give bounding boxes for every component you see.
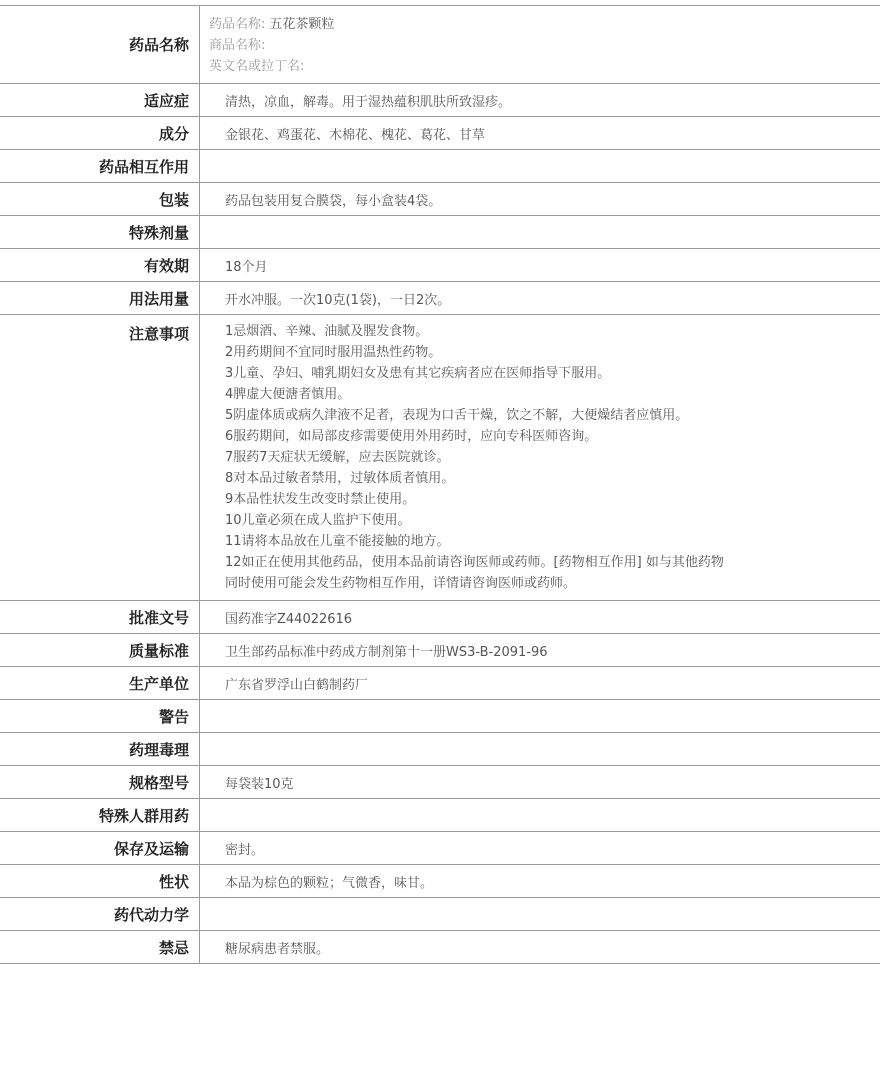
precaution-line: 8对本品过敏者禁用，过敏体质者慎用。 [225, 471, 455, 486]
precaution-line: 同时使用可能会发生药物相互作用，详情请咨询医师或药师。 [225, 576, 577, 591]
toxicology-value [200, 733, 880, 766]
precaution-line: 6服药期间，如局部皮疹需要使用外用药时，应向专科医师咨询。 [225, 429, 598, 444]
toxicology-label: 药理毒理 [0, 733, 200, 766]
english-name-line [209, 56, 880, 77]
special-dosage-value [200, 216, 880, 249]
appearance-label: 性状 [0, 865, 200, 898]
precaution-line: 3儿童、孕妇、哺乳期妇女及患有其它疾病者应在医师指导下服用。 [225, 366, 611, 381]
indication-label: 适应症 [0, 84, 200, 117]
appearance-value: 本品为棕色的颗粒；气微香，味甘。 [225, 875, 434, 891]
drug-name-cell [200, 6, 880, 84]
warning-value [200, 700, 880, 733]
specification-value: 每袋装10克 [225, 776, 294, 792]
packaging-label: 包装 [0, 183, 200, 216]
row-packaging [0, 183, 880, 216]
pharmacokinetics-label: 药代动力学 [0, 898, 200, 931]
standard-value: 卫生部药品标准中药成方制剂第十一册WS3-B-2091-96 [225, 644, 548, 660]
row-warning [0, 700, 880, 733]
generic-name-value: 五花茶颗粒 [269, 17, 335, 32]
ingredients-label: 成分 [0, 117, 200, 150]
row-specification [0, 766, 880, 799]
trade-name-line [209, 35, 880, 56]
approval-label: 批准文号 [0, 601, 200, 634]
precaution-line: 7服药7天症状无缓解，应去医院就诊。 [225, 450, 450, 465]
expiry-value: 18个月 [225, 259, 268, 275]
special-population-value [200, 799, 880, 832]
row-ingredients [0, 117, 880, 150]
precaution-line: 2用药期间不宜同时服用温热性药物。 [225, 345, 442, 360]
precaution-line: 5阴虚体质或病久津液不足者，表现为口舌干燥，饮之不解，大便燥结者应慎用。 [225, 408, 689, 423]
row-standard [0, 634, 880, 667]
interactions-value [200, 150, 880, 183]
row-precautions [0, 315, 880, 601]
special-population-label: 特殊人群用药 [0, 799, 200, 832]
precaution-line: 11请将本品放在儿童不能接触的地方。 [225, 534, 450, 549]
row-pharmacokinetics [0, 898, 880, 931]
storage-label: 保存及运输 [0, 832, 200, 865]
precautions-label: 注意事项 [0, 315, 200, 601]
row-approval [0, 601, 880, 634]
precaution-line: 1忌烟酒、辛辣、油腻及腥发食物。 [225, 324, 429, 339]
contraindications-label: 禁忌 [0, 931, 200, 964]
expiry-label: 有效期 [0, 249, 200, 282]
warning-label: 警告 [0, 700, 200, 733]
row-usage [0, 282, 880, 315]
precaution-line: 12如正在使用其他药品，使用本品前请咨询医师或药师。[药物相互作用] 如与其他药物 [225, 555, 724, 570]
row-contraindications [0, 931, 880, 964]
row-interactions [0, 150, 880, 183]
ingredients-value: 金银花、鸡蛋花、木棉花、槐花、葛花、甘草 [225, 127, 486, 143]
precaution-line: 4脾虚大便溏者慎用。 [225, 387, 351, 402]
row-toxicology [0, 733, 880, 766]
contraindications-value: 糖尿病患者禁服。 [225, 941, 330, 957]
storage-value: 密封。 [225, 842, 265, 858]
manufacturer-label: 生产单位 [0, 667, 200, 700]
row-storage [0, 832, 880, 865]
drug-name-label: 药品名称 [0, 6, 200, 84]
interactions-label: 药品相互作用 [0, 150, 200, 183]
generic-name-label: 药品名称: [209, 17, 266, 32]
pharmacokinetics-value [200, 898, 880, 931]
row-drug-name [0, 6, 880, 84]
usage-label: 用法用量 [0, 282, 200, 315]
approval-value: 国药准字Z44022616 [225, 611, 353, 627]
row-indication [0, 84, 880, 117]
drug-info-table [0, 5, 880, 964]
indication-value: 清热，凉血，解毒。用于湿热蕴积肌肤所致湿疹。 [225, 94, 512, 110]
generic-name-line [209, 14, 880, 35]
row-special-population [0, 799, 880, 832]
precaution-line: 10儿童必须在成人监护下使用。 [225, 513, 411, 528]
row-special-dosage [0, 216, 880, 249]
usage-value: 开水冲服。一次10克(1袋)，一日2次。 [225, 292, 451, 308]
precautions-value [200, 315, 880, 601]
standard-label: 质量标准 [0, 634, 200, 667]
special-dosage-label: 特殊剂量 [0, 216, 200, 249]
english-name-label: 英文名或拉丁名: [209, 59, 305, 74]
precaution-line: 9本品性状发生改变时禁止使用。 [225, 492, 416, 507]
manufacturer-value: 广东省罗浮山白鹤制药厂 [225, 677, 369, 693]
trade-name-label: 商品名称: [209, 38, 266, 53]
specification-label: 规格型号 [0, 766, 200, 799]
packaging-value: 药品包装用复合膜袋，每小盒装4袋。 [225, 193, 442, 209]
row-appearance [0, 865, 880, 898]
row-manufacturer [0, 667, 880, 700]
row-expiry [0, 249, 880, 282]
